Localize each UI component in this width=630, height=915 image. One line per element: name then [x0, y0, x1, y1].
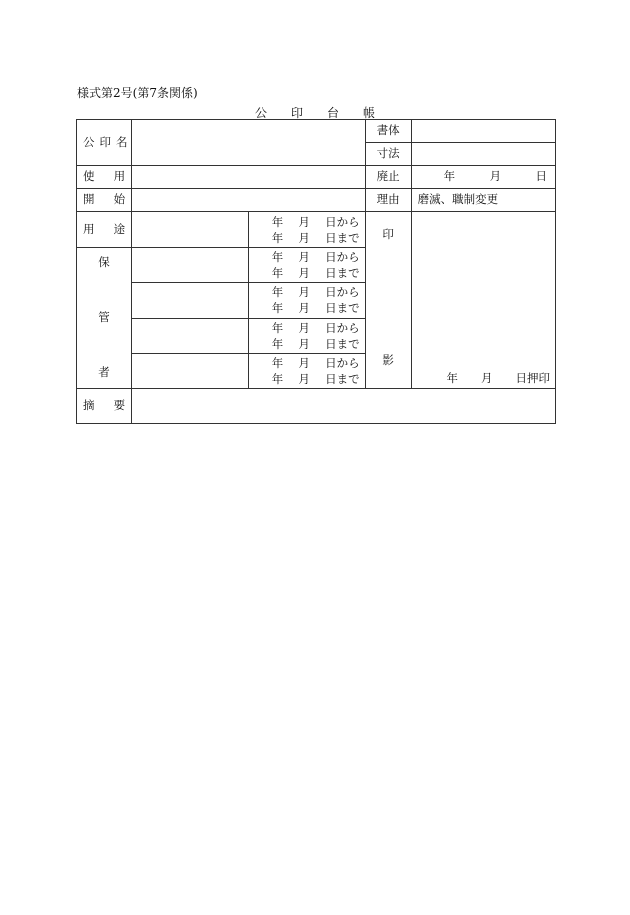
size-field[interactable] — [411, 143, 555, 166]
use-start-field[interactable] — [132, 166, 365, 189]
keeper-period[interactable]: 年 月 日から 年 月 日まで — [249, 318, 365, 353]
summary-field[interactable] — [132, 389, 556, 424]
title-char: 台 — [327, 106, 340, 120]
keeper-field[interactable] — [132, 353, 249, 388]
purpose-field[interactable] — [132, 212, 249, 248]
keeper-field[interactable] — [132, 318, 249, 353]
keeper-field[interactable] — [132, 283, 249, 318]
keeper-period[interactable]: 年 月 日から 年 月 日まで — [249, 283, 365, 318]
reason-label: 理由 — [365, 189, 411, 212]
keeper-field[interactable] — [132, 248, 249, 283]
stamp-date: 年 月 日押印 — [446, 371, 550, 386]
abolition-label: 廃止 — [365, 166, 411, 189]
purpose-label: 用 途 — [77, 212, 132, 248]
use-start-label-bottom: 開 始 — [77, 189, 132, 212]
use-start-field-2[interactable] — [132, 189, 365, 212]
abolition-date[interactable]: 年 月 日 — [411, 166, 555, 189]
title-char: 帳 — [363, 106, 376, 120]
font-label: 書体 — [365, 120, 411, 143]
seal-name-label: 公 印 名 — [77, 120, 132, 166]
title-char: 印 — [291, 106, 304, 120]
keeper-period[interactable]: 年 月 日から 年 月 日まで — [249, 353, 365, 388]
summary-label: 摘 要 — [77, 389, 132, 424]
purpose-period[interactable]: 年 月 日から 年 月 日まで — [249, 212, 365, 248]
size-label: 寸法 — [365, 143, 411, 166]
impression-field[interactable] — [411, 212, 555, 389]
impression-label: 印 影 — [365, 212, 411, 389]
form-number: 様式第2号(第7条関係) — [77, 86, 198, 100]
font-field[interactable] — [411, 120, 555, 143]
seal-register-table — [76, 119, 556, 424]
use-start-label-top: 使 用 — [77, 166, 132, 189]
seal-name-field[interactable] — [132, 120, 365, 166]
keeper-period[interactable]: 年 月 日から 年 月 日まで — [249, 248, 365, 283]
title-char: 公 — [255, 106, 268, 120]
reason-value[interactable]: 磨滅、職制変更 — [411, 189, 555, 212]
keeper-label: 保 管 者 — [77, 248, 132, 389]
